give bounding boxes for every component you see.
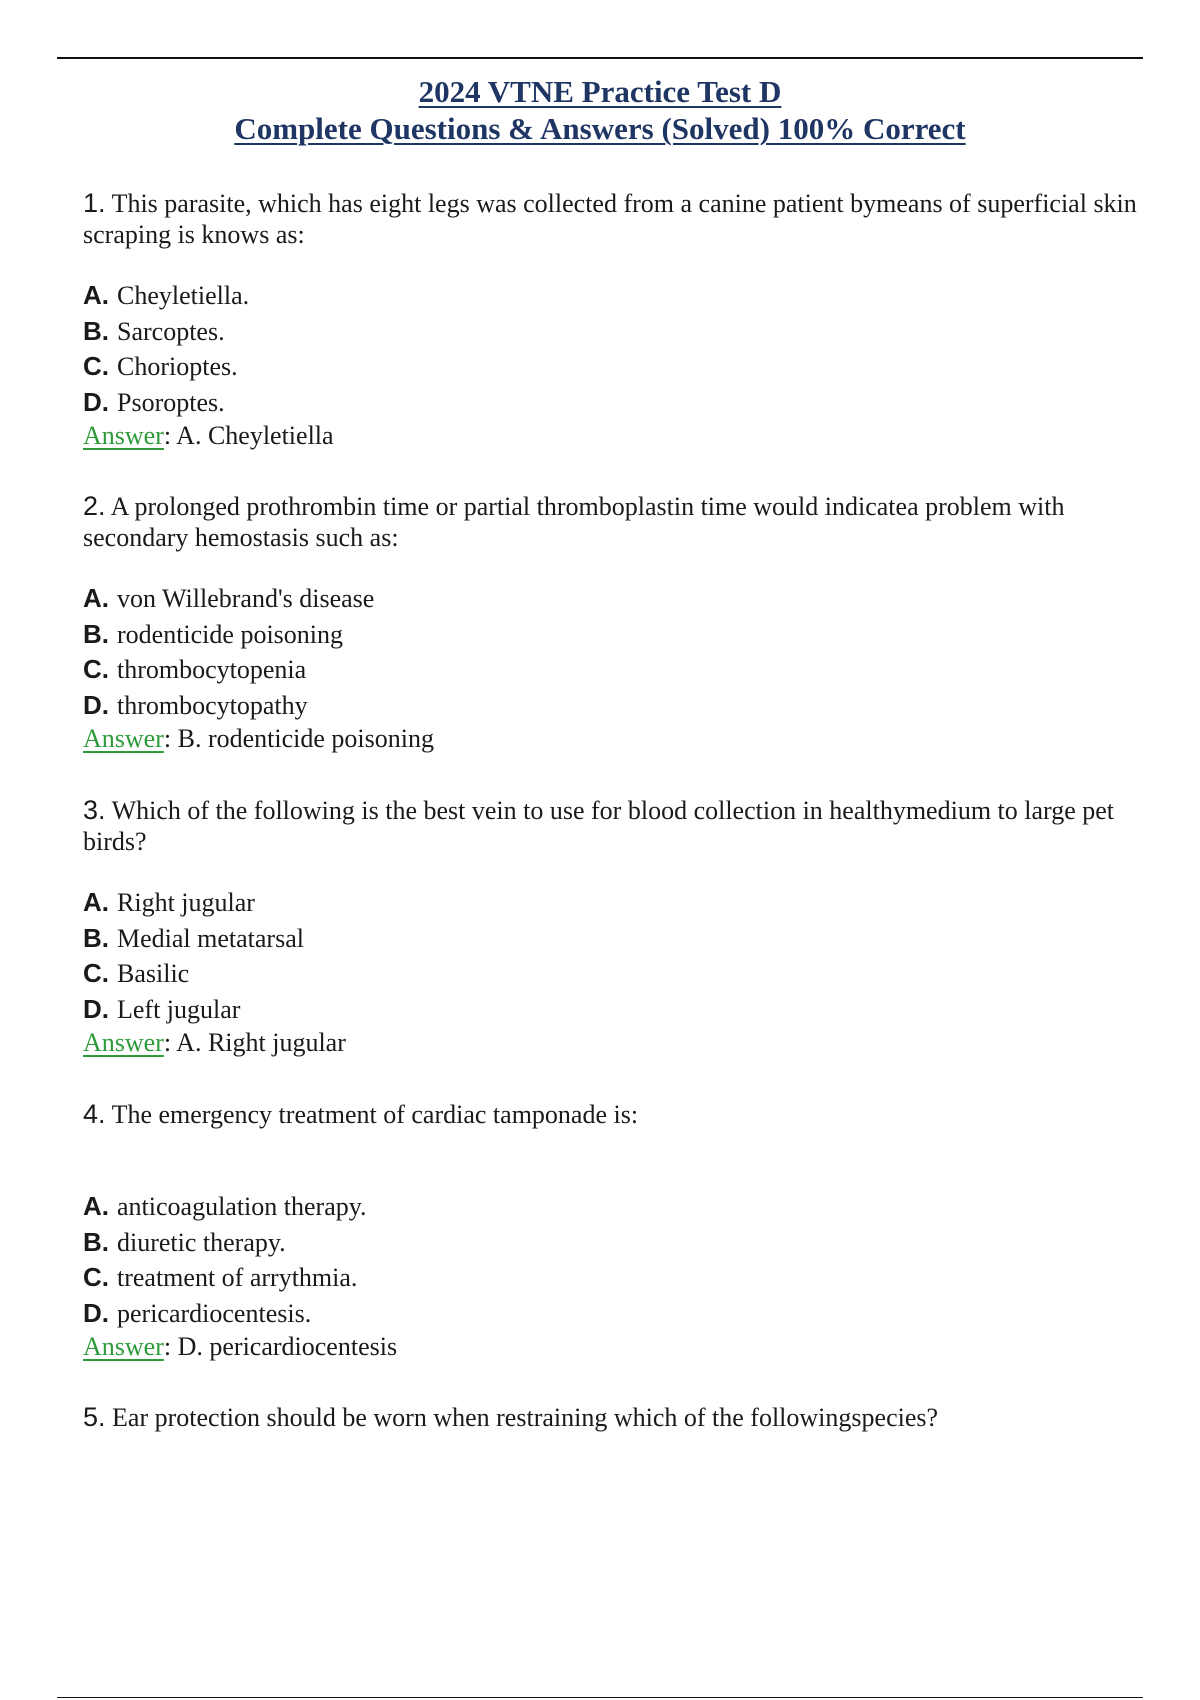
option-b: B. rodenticide poisoning (83, 618, 344, 649)
question-2-options (83, 581, 1163, 723)
question-1-options (83, 278, 1163, 420)
option-d: D. Psoroptes. (83, 386, 225, 417)
question-4-text: 4. The emergency treatment of cardiac tamponade is: (83, 1099, 639, 1129)
option-b: B. diuretic therapy. (83, 1226, 286, 1257)
option-d: D. thrombocytopathy (83, 689, 308, 720)
option-a: A. Right jugular (83, 887, 255, 917)
question-5 (83, 1402, 1163, 1433)
question-5-text: 5. Ear protection should be worn when restraining which of the followingspecies? (83, 1402, 939, 1432)
document-title: 2024 VTNE Practice Test D (418, 74, 782, 109)
top-rule (57, 57, 1143, 59)
question-1-text: 1. This parasite, which has eight legs was collected from a canine patient bymeans of superficial skin scraping is knows as: (83, 188, 1137, 249)
question-4-answer: Answer: D. pericardiocentesis (83, 1332, 398, 1361)
question-3 (83, 795, 1163, 1058)
question-2-text: 2. A prolonged prothrombin time or partial thromboplastin time would indicatea problem with secondary hemostasis such as: (83, 491, 1065, 552)
question-3-answer: Answer: A. Right jugular (83, 1028, 346, 1057)
option-c: C. thrombocytopenia (83, 654, 307, 684)
option-c: C. Chorioptes. (83, 351, 238, 381)
option-a: A. anticoagulation therapy. (83, 1191, 367, 1221)
question-4-options (83, 1189, 1163, 1331)
question-3-text: 3. Which of the following is the best vein to use for blood collection in healthymedium to large pet birds? (83, 795, 1115, 856)
question-1-answer: Answer: A. Cheyletiella (83, 421, 334, 450)
option-b: B. Medial metatarsal (83, 922, 304, 953)
option-b: B. Sarcoptes. (83, 315, 225, 346)
document-subtitle: Complete Questions & Answers (Solved) 100% Correct (234, 111, 966, 146)
question-2 (83, 491, 1163, 754)
option-d: D. Left jugular (83, 993, 241, 1024)
option-d: D. pericardiocentesis. (83, 1297, 312, 1328)
question-3-options (83, 885, 1163, 1027)
question-1 (83, 188, 1163, 451)
bottom-rule (57, 1697, 1143, 1698)
option-a: A. von Willebrand's disease (83, 583, 375, 613)
option-c: C. treatment of arrythmia. (83, 1262, 358, 1292)
option-a: A. Cheyletiella. (83, 280, 250, 310)
question-2-answer: Answer: B. rodenticide poisoning (83, 724, 434, 753)
question-4 (83, 1099, 1163, 1362)
option-c: C. Basilic (83, 958, 190, 988)
